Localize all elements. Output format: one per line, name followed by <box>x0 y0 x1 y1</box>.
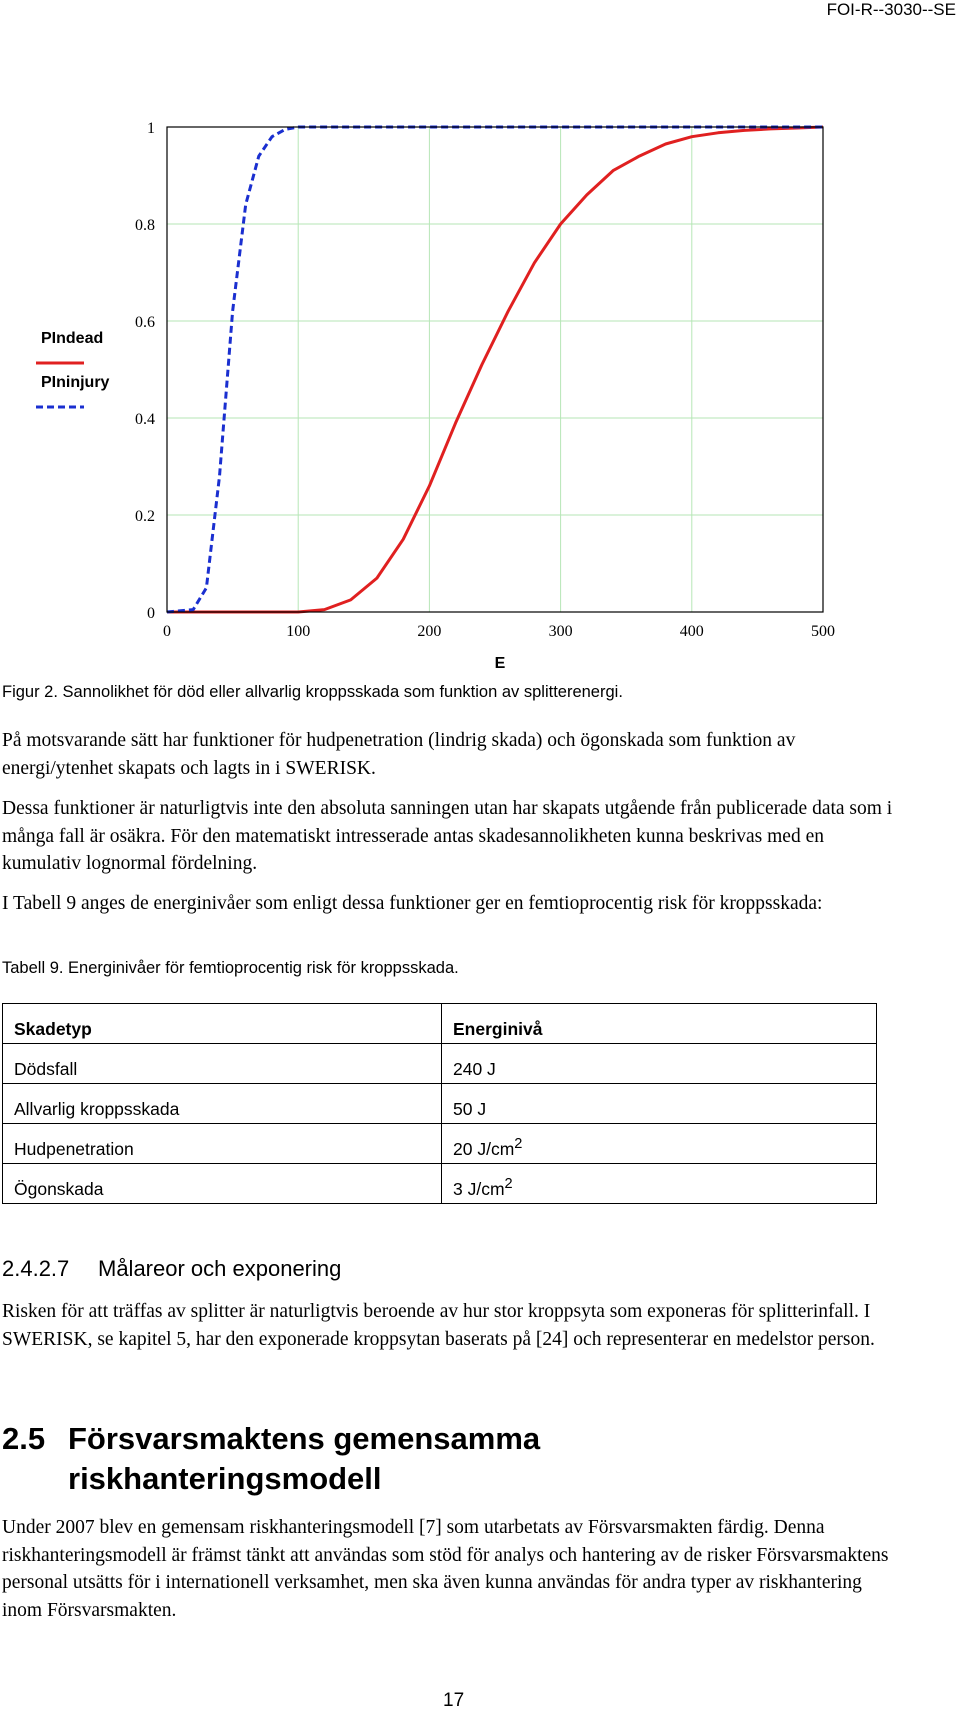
y-tick-labels <box>135 120 155 622</box>
paragraph: Dessa funktioner är naturligtvis inte den absoluta sanningen utan har skapats utgående från publicerade data som i många fall är osäkra. För den matematiskt intresserade antas skadesannolikheten kunna beskrivas med en kumulativ lognormal fördelning. <box>2 798 893 874</box>
plot-frame <box>167 127 823 612</box>
cell-sup: 2 <box>504 1176 513 1193</box>
section-heading <box>2 1256 341 1282</box>
y-tick-label: 1 <box>147 120 155 137</box>
section-title: Försvarsmaktens gemensamma <box>68 1421 541 1456</box>
y-tick-label: 0.6 <box>135 314 155 331</box>
table-cell <box>442 1084 877 1124</box>
table-cell <box>442 1044 877 1084</box>
x-tick-label: 500 <box>811 623 835 640</box>
table-cell <box>442 1124 877 1164</box>
chart-series <box>167 127 823 612</box>
table-header-row <box>3 1004 877 1044</box>
series-line-pindead <box>167 127 823 612</box>
paragraph: I Tabell 9 anges de energinivåer som enligt dessa funktioner ger en femtioprocentig risk för kroppsskada: <box>2 893 823 914</box>
cell-value: 240 J <box>453 1059 496 1079</box>
section-number: 2.4.2.7 <box>2 1256 70 1281</box>
column-header: Skadetyp <box>3 1004 442 1044</box>
table-cell: Ögonskada <box>3 1164 442 1204</box>
column-header: Energinivå <box>442 1004 877 1044</box>
legend-label: PIndead <box>41 330 104 347</box>
x-tick-label: 100 <box>286 623 311 640</box>
table-caption: Tabell 9. Energinivåer för femtioprocentig risk för kroppsskada. <box>2 959 459 977</box>
section-title: Målareor och exponering <box>98 1256 342 1281</box>
table-cell <box>442 1164 877 1204</box>
chart-grid <box>167 127 823 612</box>
x-tick-label: 300 <box>548 623 573 640</box>
cell-sup: 2 <box>514 1136 523 1153</box>
x-tick-label: 0 <box>163 623 171 640</box>
y-tick-label: 0.2 <box>135 508 155 525</box>
table-cell: Hudpenetration <box>3 1124 442 1164</box>
y-tick-label: 0.4 <box>135 411 155 428</box>
energy-level-table <box>2 1003 877 1204</box>
chapter-heading <box>2 1419 540 1499</box>
x-axis-label: E <box>494 655 506 672</box>
x-tick-label: 400 <box>679 623 704 640</box>
paragraph: Risken för att träffas av splitter är naturligtvis beroende av hur stor kroppsyta som exponeras för splitterinfall. I SWERISK, se kapitel 5, har den exponerade kroppsytan baserats på [24] och representerar en medelstor person. <box>2 1301 875 1350</box>
table-row <box>3 1044 877 1084</box>
page-number: 17 <box>443 1690 465 1711</box>
table-row <box>3 1124 877 1164</box>
y-tick-label: 0 <box>147 605 155 622</box>
paragraph: På motsvarande sätt har funktioner för hudpenetration (lindrig skada) och ögonskada som funktion av energi/ytenhet skapats och lagts in i SWERISK. <box>2 730 796 779</box>
table-row <box>3 1164 877 1204</box>
table-cell: Allvarlig kroppsskada <box>3 1084 442 1124</box>
cell-value: 50 J <box>453 1099 487 1119</box>
cell-value: 20 J/cm <box>453 1139 515 1159</box>
cell-value: 3 J/cm <box>453 1179 505 1199</box>
series-line-pininjury <box>167 127 823 612</box>
section-number: 2.5 <box>2 1421 46 1456</box>
chart-legend <box>36 330 110 407</box>
x-tick-labels <box>163 623 835 640</box>
document-id-header: FOI-R--3030--SE <box>826 0 956 19</box>
table-row <box>3 1084 877 1124</box>
paragraph: Under 2007 blev en gemensam riskhanteringsmodell [7] som utarbetats av Försvarsmakten färdig. Denna riskhanteringsmodell är främst tänkt att användas som stöd för analys och hantering av de risker Försvarsmaktens personal utsätts för i internationell verksamhet, men ska även kunna användas för andra typer av riskhantering inom Försvarsmakten. <box>2 1517 889 1621</box>
section-title: riskhanteringsmodell <box>68 1461 382 1496</box>
x-tick-label: 200 <box>417 623 442 640</box>
figure-caption: Figur 2. Sannolikhet för död eller allvarlig kroppsskada som funktion av splitterenergi. <box>2 683 623 701</box>
probability-chart <box>0 100 860 680</box>
y-tick-label: 0.8 <box>135 217 155 234</box>
legend-label: PIninjury <box>41 374 110 391</box>
table-cell: Dödsfall <box>3 1044 442 1084</box>
